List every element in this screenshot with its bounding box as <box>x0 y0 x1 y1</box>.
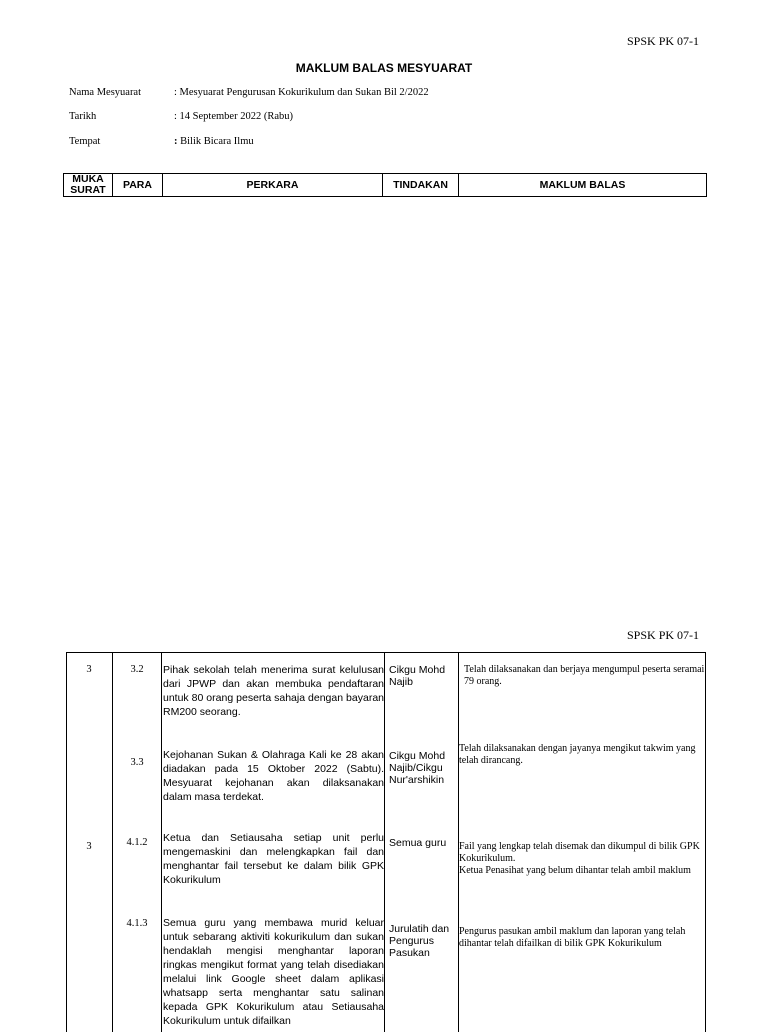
meta-value-tarikh: : 14 September 2022 (Rabu) <box>174 111 293 122</box>
meta-value-tempat-text: Bilik Bicara Ilmu <box>177 136 254 147</box>
row-maklum-balas: Pengurus pasukan ambil maklum dan laporan yang telah dihantar telah difailkan di bilik GPK Kokurikulum <box>459 926 686 949</box>
document-code-page2: SPSK PK 07-1 <box>627 628 700 642</box>
header-perkara: PERKARA <box>163 174 383 197</box>
row-maklum-balas: Telah dilaksanakan dan berjaya mengumpul peserta seramai 79 orang. <box>464 664 705 687</box>
row-tindakan: Semua guru <box>389 837 447 849</box>
row-maklum-balas: Fail yang lengkap telah disemak dan dikumpul di bilik GPK Kokurikulum. Ketua Penasihat yang belum dihantar telah ambil maklum <box>459 841 700 876</box>
row-perkara: Ketua dan Setiausaha setiap unit perlu mengemaskini dan melengkapkan fail dan menghantar fail tersebut ke dalam bilik GPK Kokurikulum <box>163 832 384 886</box>
page-title: MAKLUM BALAS MESYUARAT <box>295 61 473 75</box>
row-perkara: Pihak sekolah telah menerima surat kelulusan dari JPWP dan akan membuka pendaftaran untuk 80 orang peserta sahaja dengan bayaran RM200 seorang. <box>163 664 384 718</box>
document-code: SPSK PK 07-1 <box>627 34 700 48</box>
row-para: 3.2 <box>130 664 144 675</box>
header-surat-line2: SURAT <box>70 184 106 196</box>
row-perkara: Semua guru yang membawa murid keluar untuk sebarang aktiviti kokurikulum dan sukan hendaklah mengisi menghantar laporan ringkas mengikut format yang telah disediakan melalui link Google sheet dalam aplikasi whatsapp serta menghantar satu salinan kepada GPK Kokurikulum atau Setiausaha Kokurikulum untuk difailkan <box>163 917 384 1027</box>
row-tindakan: Jurulatih dan Pengurus Pasukan <box>389 923 450 959</box>
row-para: 4.1.2 <box>126 837 148 848</box>
row-perkara: Kejohanan Sukan & Olahraga Kali ke 28 akan diadakan pada 15 Oktober 2022 (Sabtu). Mesyuarat kejohanan akan dilaksanakan dalam masa terdekat. <box>163 749 384 803</box>
header-maklum-balas: MAKLUM BALAS <box>459 174 707 197</box>
header-muka-line1: MUKA <box>72 173 104 185</box>
row-muka-surat: 3 <box>86 841 92 852</box>
meta-label-nama: Nama Mesyuarat <box>69 87 142 98</box>
header-para: PARA <box>113 174 163 197</box>
row-muka-surat: 3 <box>86 664 92 675</box>
header-tindakan: TINDAKAN <box>383 174 459 197</box>
row-maklum-balas: Telah dilaksanakan dengan jayanya mengikut takwim yang telah dirancang. <box>459 743 696 766</box>
meta-value-nama: : Mesyuarat Pengurusan Kokurikulum dan Sukan Bil 2/2022 <box>174 87 429 98</box>
column-divider <box>384 652 385 1032</box>
table-header <box>63 173 707 197</box>
row-tindakan: Cikgu Mohd Najib <box>389 664 446 688</box>
meta-label-tarikh: Tarikh <box>69 111 97 122</box>
meta-label-tempat: Tempat <box>69 136 101 147</box>
row-para: 4.1.3 <box>126 918 148 929</box>
row-para: 3.3 <box>130 757 144 768</box>
meta-value-tempat <box>174 136 254 147</box>
header-muka-surat <box>64 174 113 197</box>
meta-value-prefix: : <box>174 136 178 147</box>
row-tindakan: Cikgu Mohd Najib/Cikgu Nur'arshikin <box>389 750 446 786</box>
